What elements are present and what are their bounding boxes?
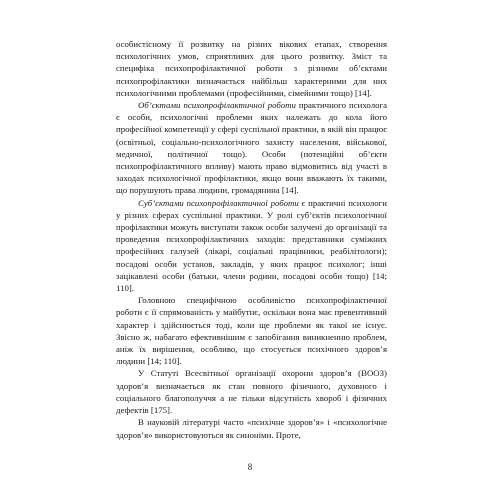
paragraph-1-text: особистісному її розвитку на різних вікових етапах, створення психологічних умов, сприятливих для цього розвитку. Зміст та специфіка психопрофілактичної роботи з різними об’єктами психопрофілактики визначається найбільш характерними для них психологічними проблемами (професійними, сімейними тощо) [14]. [116, 39, 387, 98]
paragraph-4 [116, 294, 387, 367]
body-text [116, 38, 387, 441]
paragraph-3-text: є практичні психологи у різних сферах суспільної практики. У ролі суб’єктів психологічної профілактики можуть виступати також особи залучені до організації та проведення психопрофілактичних заходів: представники суміжних професійних галузей (лікарі, соціальні працівники, реабілітологи); посадові особи установ, закладів, у яких працює психолог; інші зацікавлені особи (батьки, члени родини, посадові особи тощо) [14; 110]. [116, 197, 387, 294]
paragraph-3-term: Суб’єктами психопрофілактичної роботи [138, 197, 299, 208]
paragraph-2-text: практичного психолога є особи, психологічні проблеми яких належать до кола його професійної компетенції у сфері суспільної практики, в якій він працює (освітньої, соціально-психологічного захисту населення, військової, медичної, політичної тощо). Особи (потенційні об’єкти психопрофілактичного впливу) мають право відмовитись від участі в заходах психологічної профілактики, якщо вони вважають їх такими, що порушують права людини, громадянина [14]. [116, 100, 387, 196]
paragraph-3 [116, 197, 387, 295]
page-number: 8 [247, 462, 253, 472]
paragraph-4-text: Головною специфічною особливістю психопрофілактичної роботи є її спрямованість у майбутнє, оскільки вона має превентивний характер і здійснюється тоді, коли ще проблеми як такої не існує. Звісно ж, набагато ефективнішим є запобігання виникненню проблем, аніж їх вирішення, особливо, що стосується психічного здоров’я людини [14; 110]. [116, 295, 387, 367]
paragraph-5 [116, 367, 387, 416]
paragraph-6 [116, 416, 387, 440]
paragraph-2-term: Об’єктами психопрофілактичної роботи [138, 100, 296, 111]
paragraph-5-text: У Статуті Всесвітньої організації охорони здоров’я (ВООЗ) здоров’я визначається як стан повного фізичного, духовного і соціального благополуччя а не тільки відсутність хвороб і фізичних дефектів [175]. [116, 368, 387, 416]
paragraph-1 [116, 38, 387, 99]
paragraph-6-text: В науковій літературі часто «психічне здоров’я» і «психологічне здоров’я» використовуються як синоніми. Проте, [116, 417, 387, 440]
paragraph-2 [116, 99, 387, 197]
